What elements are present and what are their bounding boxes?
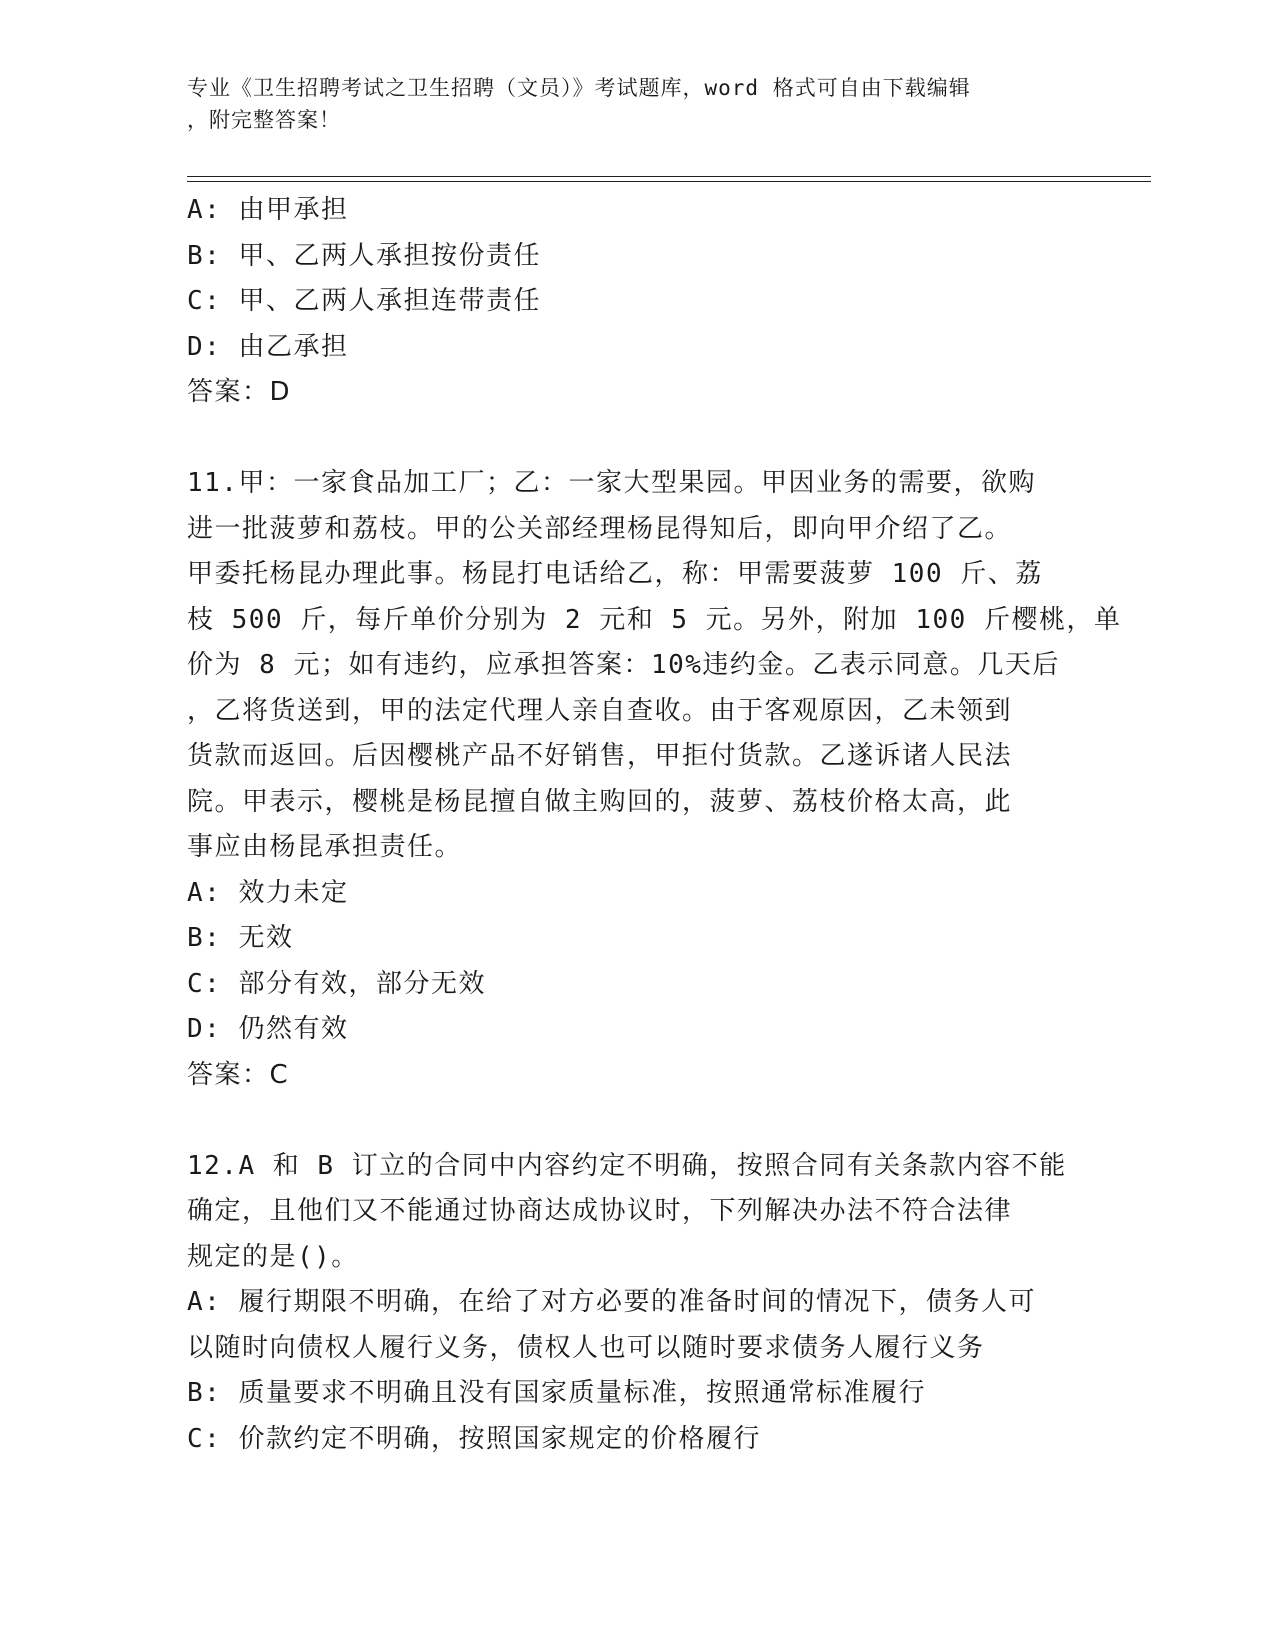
option-c: C: 部分有效，部分无效 (187, 968, 486, 999)
header-line-1: 专业《卫生招聘考试之卫生招聘（文员）》考试题库，word 格式可自由下载编辑 (187, 76, 971, 100)
question-stem-line: 院。甲表示，樱桃是杨昆擅自做主购回的，菠萝、荔枝价格太高，此 (187, 786, 1013, 817)
spacer (187, 1098, 1067, 1144)
question-stem-line: 确定，且他们又不能通过协商达成协议时，下列解决办法不符合法律 (187, 1196, 1013, 1226)
option-a: A: 履行期限不明确，在给了对方必要的准备时间的情况下，债务人可 (187, 1287, 1036, 1317)
answer: 答案：C (187, 1059, 290, 1090)
option-d: D: 由乙承担 (187, 331, 349, 362)
question-stem-line: 11.甲：一家食品加工厂；乙：一家大型果园。甲因业务的需要，欲购 (187, 468, 1036, 498)
header-divider-bottom (187, 181, 1151, 182)
answer: 答案：D (187, 377, 292, 407)
question-stem-line: 进一批菠萝和荔枝。甲的公关部经理杨昆得知后，即向甲介绍了乙。 (187, 513, 1013, 544)
question-stem-line: 12.A 和 B 订立的合同中内容约定不明确，按照合同有关条款内容不能 (187, 1150, 1067, 1181)
question-12 (187, 1144, 1067, 1463)
question-stem-line: 事应由杨昆承担责任。 (187, 832, 463, 862)
option-c: C: 价款约定不明确，按照国家规定的价格履行 (187, 1423, 761, 1454)
question-stem-line: 甲委托杨昆办理此事。杨昆打电话给乙，称：甲需要菠萝 100 斤、荔 (187, 559, 1043, 589)
option-a: A: 效力未定 (187, 877, 349, 908)
header-line-2: ，附完整答案！ (187, 108, 341, 132)
option-c: C: 甲、乙两人承担连带责任 (187, 286, 541, 316)
document-header (187, 72, 1067, 136)
option-b: B: 质量要求不明确且没有国家质量标准，按照通常标准履行 (187, 1378, 926, 1408)
spacer (187, 416, 1067, 462)
question-stem-line: 价为 8 元；如有违约，应承担答案：10%违约金。乙表示同意。几天后 (187, 650, 1060, 680)
question-content (187, 188, 1122, 1462)
option-a-continued: 以随时向债权人履行义务，债权人也可以随时要求债务人履行义务 (187, 1332, 985, 1363)
option-d: D: 仍然有效 (187, 1014, 349, 1044)
question-stem-line: ，乙将货送到，甲的法定代理人亲自查收。由于客观原因，乙未领到 (187, 695, 1013, 726)
question-11 (187, 461, 1122, 1098)
question-10 (187, 188, 1067, 416)
option-a: A: 由甲承担 (187, 195, 349, 225)
question-stem-line: 货款而返回。后因樱桃产品不好销售，甲拒付货款。乙遂诉诸人民法 (187, 741, 1013, 771)
question-stem-line: 枝 500 斤，每斤单价分别为 2 元和 5 元。另外，附加 100 斤樱桃，单 (187, 604, 1122, 635)
option-b: B: 无效 (187, 923, 294, 953)
header-divider-top (187, 176, 1151, 177)
option-b: B: 甲、乙两人承担按份责任 (187, 240, 541, 271)
question-stem-line: 规定的是()。 (187, 1241, 359, 1272)
